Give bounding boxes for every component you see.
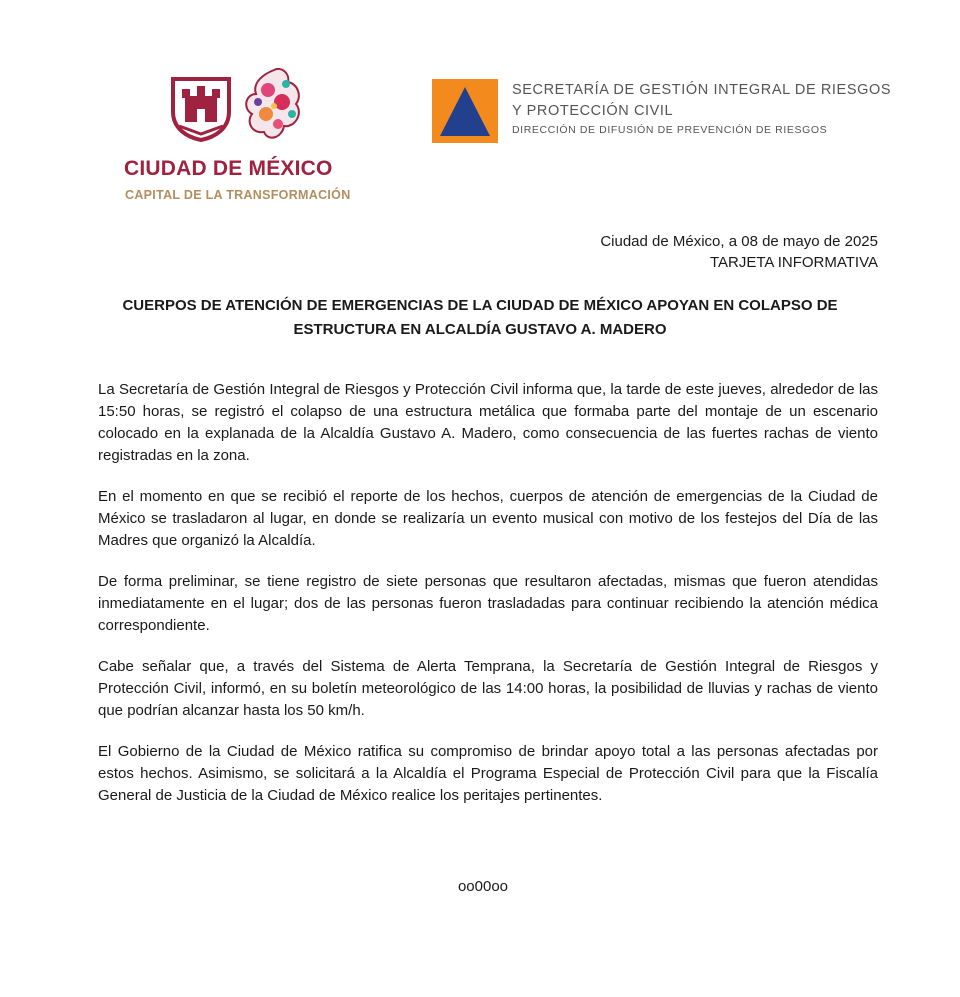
secretaria-name-line1: SECRETARÍA DE GESTIÓN INTEGRAL DE RIESGOS bbox=[512, 82, 892, 98]
cdmx-tagline: CAPITAL DE LA TRANSFORMACIÓN bbox=[125, 188, 351, 202]
paragraph-2: En el momento en que se recibió el reporte de los hechos, cuerpos de atención de emergencias de la Ciudad de México se trasladaron al lugar, en donde se realizaría un evento musical con motivo de los festejos del Día de las Madres que organizó la Alcaldía. bbox=[98, 488, 878, 549]
dateline bbox=[600, 231, 878, 273]
cdmx-name: CIUDAD DE MÉXICO bbox=[124, 157, 333, 180]
headline-line2: ESTRUCTURA EN ALCALDÍA GUSTAVO A. MADERO bbox=[293, 321, 667, 338]
closing-mark: oo00oo bbox=[457, 878, 509, 895]
paragraph-1: La Secretaría de Gestión Integral de Riesgos y Protección Civil informa que, la tarde de este jueves, alrededor de las 15:50 horas, se registró el colapso de una estructura metálica que formaba parte del montaje de un escenario colocado en la explanada de la Alcaldía Gustavo A. Madero, como consecuencia de las fuertes rachas de viento registradas en la zona. bbox=[98, 381, 878, 464]
sgirpc-logo bbox=[432, 79, 892, 149]
body-text bbox=[98, 379, 878, 826]
paragraph-3: De forma preliminar, se tiene registro de siete personas que resultaron afectadas, mismas que fueron atendidas inmediatamente en el lugar; dos de las personas fueron trasladadas para continuar recibiendo la atención médica correspondiente. bbox=[98, 573, 878, 634]
place-date: Ciudad de México, a 08 de mayo de 2025 bbox=[600, 233, 878, 250]
secretaria-direction: DIRECCIÓN DE DIFUSIÓN DE PREVENCIÓN DE RIESGOS bbox=[512, 124, 828, 136]
document-type: TARJETA INFORMATIVA bbox=[709, 254, 878, 271]
headline-line1: CUERPOS DE ATENCIÓN DE EMERGENCIAS DE LA CIUDAD DE MÉXICO APOYAN EN COLAPSO DE bbox=[122, 297, 838, 314]
city-shield-icon bbox=[170, 76, 232, 142]
secretaria-name-line2: Y PROTECCIÓN CIVIL bbox=[512, 103, 674, 119]
paragraph-5: El Gobierno de la Ciudad de México ratifica su compromiso de brindar apoyo total a las personas afectadas por estos hechos. Asimismo, se solicitará a la Alcaldía el Programa Especial de Protección Civil para que la Fiscalía General de Justicia de la Ciudad de México realice los peritajes pertinentes. bbox=[98, 743, 878, 804]
civil-protection-triangle-icon bbox=[438, 84, 492, 138]
headline bbox=[82, 294, 878, 342]
cdmx-logo bbox=[124, 62, 356, 212]
paragraph-4: Cabe señalar que, a través del Sistema de Alerta Temprana, la Secretaría de Gestión Integral de Riesgos y Protección Civil, informó, en su boletín meteorológico de las 14:00 horas, la posibilidad de lluvias y rachas de viento que podrían alcanzar hasta los 50 km/h. bbox=[98, 658, 878, 719]
letterhead bbox=[0, 0, 960, 220]
heart-flower-map-icon bbox=[238, 64, 310, 146]
civil-protection-square bbox=[432, 79, 498, 143]
